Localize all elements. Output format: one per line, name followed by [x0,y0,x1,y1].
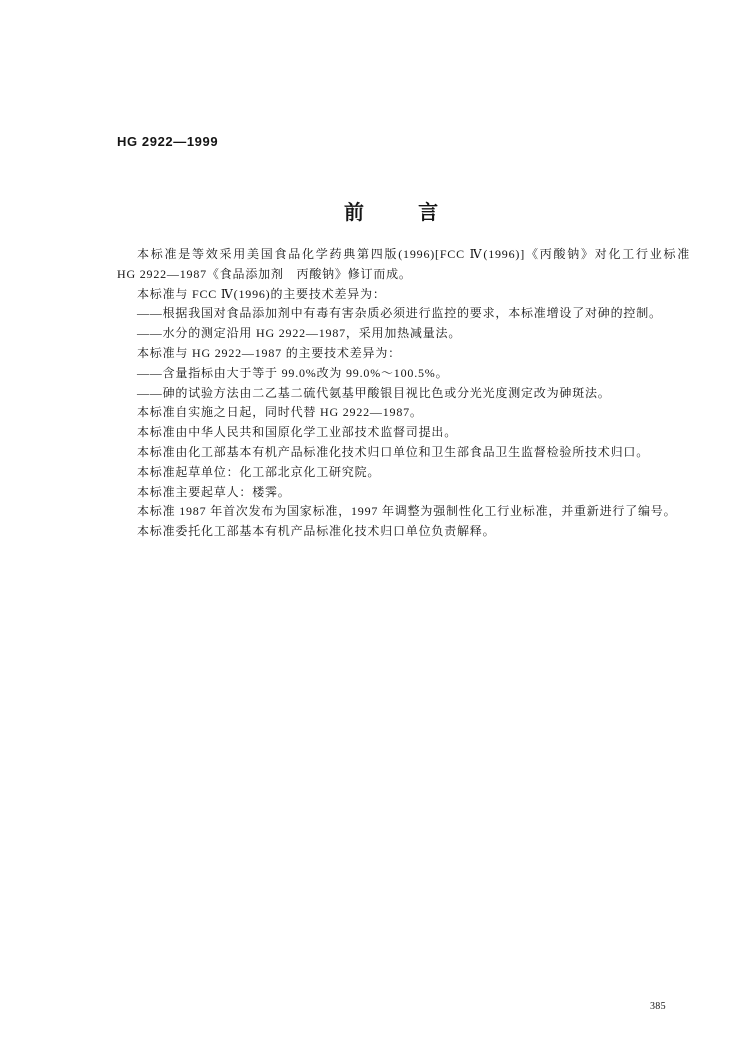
difference-item-arsenic-method: ——砷的试验方法由二乙基二硫代氨基甲酸银目视比色或分光光度测定改为砷斑法。 [137,385,611,400]
differences-fcc-heading: 本标准与 FCC Ⅳ(1996)的主要技术差异为： [137,286,386,301]
difference-item-moisture-method: ——水分的测定沿用 HG 2922—1987，采用加热减量法。 [137,326,462,341]
preface-title: 前 言 [344,202,443,224]
drafting-unit-statement: 本标准起草单位：化工部北京化工研究院。 [137,464,381,479]
page-number: 385 [650,1001,666,1012]
intro-paragraph-line-1: 本标准是等效采用美国食品化学药典第四版(1996)[FCC Ⅳ(1996)]《丙酸钠》对化工行业标准 [137,247,690,261]
difference-item-arsenic-control: ——根据我国对食品添加剂中有毒有害杂质必须进行监控的要求，本标准增设了对砷的控制。 [137,306,662,321]
standard-code-header: HG 2922—1999 [117,134,219,149]
drafter-statement: 本标准主要起草人：楼霁。 [137,484,291,499]
replacement-statement: 本标准自实施之日起，同时代替 HG 2922—1987。 [137,405,423,420]
differences-hg-heading: 本标准与 HG 2922—1987 的主要技术差异为： [137,345,401,360]
intro-paragraph-line-2: HG 2922—1987《食品添加剂 丙酸钠》修订而成。 [117,266,412,281]
centralized-unit-statement: 本标准由化工部基本有机产品标准化技术归口单位和卫生部食品卫生监督检验所技术归口。 [137,444,650,459]
publication-history-statement: 本标准 1987 年首次发布为国家标准，1997 年调整为强制性化工行业标准，并重新进行了编号。 [137,504,677,519]
difference-item-content-index: ——含量指标由大于等于 99.0%改为 99.0%～100.5%。 [137,365,449,380]
preface-body [117,245,690,542]
proposer-statement: 本标准由中华人民共和国原化学工业部技术监督司提出。 [137,425,458,440]
interpretation-statement: 本标准委托化工部基本有机产品标准化技术归口单位负责解释。 [137,524,496,539]
